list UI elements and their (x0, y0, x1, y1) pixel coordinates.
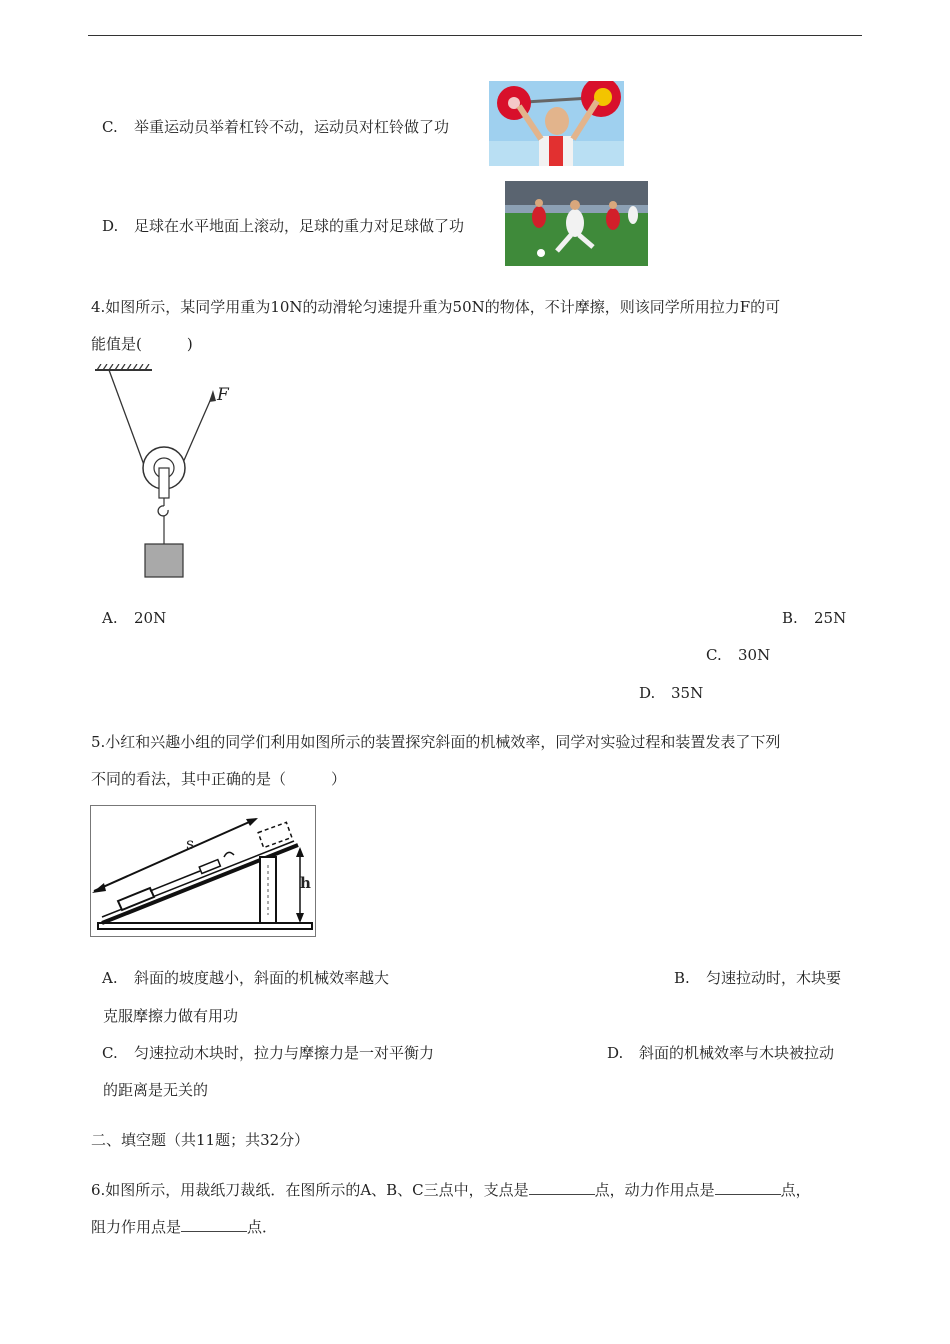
option-letter: D. (607, 1044, 624, 1062)
q4-option-d[interactable] (639, 683, 703, 703)
q6-text: 6.如图所示，用裁纸刀裁纸．在图所示的A、B、C三点中，支点是 (91, 1181, 529, 1199)
q4-option-a[interactable] (102, 608, 166, 628)
soccer-photo (505, 181, 648, 266)
option-text: 匀速拉动木块时，拉力与摩擦力是一对平衡力 (134, 1044, 435, 1062)
q5-option-a[interactable] (102, 968, 389, 988)
option-text: 20N (134, 609, 167, 627)
q3-option-d[interactable] (102, 216, 464, 236)
q5-option-b-cont: 克服摩擦力做有用功 (103, 1007, 239, 1025)
q5-option-b[interactable] (674, 968, 841, 988)
option-text: 足球在水平地面上滚动，足球的重力对足球做了功 (134, 217, 465, 235)
option-letter: D. (639, 684, 656, 702)
q6-text: 阻力作用点是 (91, 1218, 182, 1236)
incline-label-s: s (186, 834, 195, 853)
pulley-diagram (88, 364, 238, 584)
option-letter: A. (102, 969, 118, 987)
option-letter: A. (102, 609, 118, 627)
q5-option-c[interactable] (102, 1043, 434, 1063)
option-text: 25N (814, 609, 847, 627)
option-letter: C. (706, 646, 722, 664)
incline-diagram (90, 805, 316, 937)
effort-point-blank[interactable] (715, 1180, 781, 1195)
q5-option-d[interactable] (607, 1043, 834, 1063)
incline-label-h: h (300, 874, 311, 892)
force-label-f: F (217, 385, 229, 405)
option-letter: C. (102, 118, 118, 136)
q6-line1 (91, 1180, 811, 1200)
q6-line2 (91, 1217, 277, 1237)
q3-option-c[interactable] (102, 117, 449, 137)
q6-text: 点， (780, 1181, 811, 1199)
weightlifter-photo (489, 81, 624, 166)
option-text: 30N (738, 646, 771, 664)
q6-text: 点，动力作用点是 (594, 1181, 715, 1199)
header-rule (88, 35, 862, 36)
section-title: 二、填空题（共11题；共32分） (91, 1131, 310, 1149)
option-text: 举重运动员举着杠铃不动，运动员对杠铃做了功 (134, 118, 450, 136)
q5-stem-line1: 5.小红和兴趣小组的同学们利用如图所示的装置探究斜面的机械效率，同学对实验过程和装置发表了下列 (91, 733, 781, 751)
q4-stem-line2: 能值是( ) (91, 335, 193, 353)
option-letter: B. (674, 969, 690, 987)
option-text: 斜面的坡度越小，斜面的机械效率越大 (134, 969, 390, 987)
option-text: 35N (671, 684, 704, 702)
option-letter: B. (782, 609, 798, 627)
option-letter: D. (102, 217, 119, 235)
q5-stem-line2: 不同的看法，其中正确的是（ ） (91, 770, 347, 788)
q4-option-c[interactable] (706, 645, 770, 665)
load-point-blank[interactable] (181, 1217, 247, 1232)
q5-option-d-cont: 的距离是无关的 (103, 1081, 209, 1099)
fulcrum-blank[interactable] (529, 1180, 595, 1195)
q6-text: 点． (247, 1218, 278, 1236)
q4-stem-line1: 4.如图所示，某同学用重为10N的动滑轮匀速提升重为50N的物体，不计摩擦，则该同学所用拉力F的可 (91, 298, 781, 316)
option-text: 斜面的机械效率与木块被拉动 (639, 1044, 835, 1062)
option-text: 匀速拉动时，木块要 (706, 969, 842, 987)
q4-option-b[interactable] (782, 608, 846, 628)
option-letter: C. (102, 1044, 118, 1062)
